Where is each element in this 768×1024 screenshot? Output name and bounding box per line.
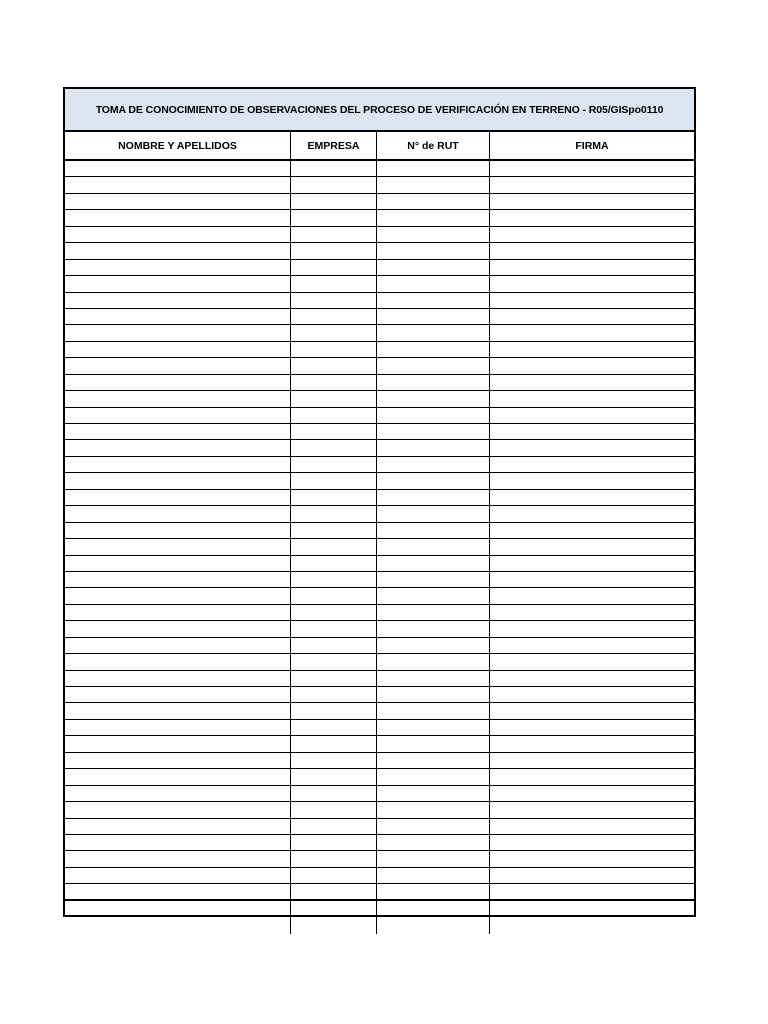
cell-nombre[interactable] xyxy=(65,391,291,406)
table-row xyxy=(65,490,694,506)
cell-empresa[interactable] xyxy=(291,819,377,834)
cell-rut[interactable] xyxy=(377,358,490,373)
cell-nombre[interactable] xyxy=(65,572,291,587)
cell-rut[interactable] xyxy=(377,720,490,735)
cell-firma[interactable] xyxy=(490,227,694,242)
table-row xyxy=(65,769,694,785)
cell-nombre[interactable] xyxy=(65,868,291,883)
cell-nombre[interactable] xyxy=(65,605,291,620)
cell-rut[interactable] xyxy=(377,588,490,603)
table-row xyxy=(65,819,694,835)
cell-rut[interactable] xyxy=(377,605,490,620)
cell-rut[interactable] xyxy=(377,293,490,308)
cell-rut[interactable] xyxy=(377,375,490,390)
cell-rut[interactable] xyxy=(377,440,490,455)
cell-firma[interactable] xyxy=(490,161,694,176)
cell-empresa[interactable] xyxy=(291,671,377,686)
cell-rut[interactable] xyxy=(377,917,490,933)
cell-rut[interactable] xyxy=(377,457,490,472)
cell-firma[interactable] xyxy=(490,243,694,258)
table-row xyxy=(65,506,694,522)
cell-empresa[interactable] xyxy=(291,572,377,587)
table-row xyxy=(65,556,694,572)
column-header-firma: FIRMA xyxy=(575,139,609,152)
cell-empresa[interactable] xyxy=(291,851,377,866)
cell-nombre[interactable] xyxy=(65,753,291,768)
cell-nombre[interactable] xyxy=(65,539,291,554)
cell-nombre[interactable] xyxy=(65,342,291,357)
table-row xyxy=(65,260,694,276)
table-row xyxy=(65,293,694,309)
cell-nombre[interactable] xyxy=(65,769,291,784)
cell-nombre[interactable] xyxy=(65,523,291,538)
cell-empresa[interactable] xyxy=(291,194,377,209)
cell-empresa[interactable] xyxy=(291,917,377,933)
cell-firma[interactable] xyxy=(490,539,694,554)
cell-rut[interactable] xyxy=(377,276,490,291)
cell-rut[interactable] xyxy=(377,671,490,686)
cell-rut[interactable] xyxy=(377,473,490,488)
cell-firma[interactable] xyxy=(490,276,694,291)
cell-nombre[interactable] xyxy=(65,457,291,472)
cell-rut[interactable] xyxy=(377,309,490,324)
cell-nombre[interactable] xyxy=(65,293,291,308)
cell-firma[interactable] xyxy=(490,194,694,209)
cell-nombre[interactable] xyxy=(65,556,291,571)
cell-rut[interactable] xyxy=(377,342,490,357)
cell-empresa[interactable] xyxy=(291,375,377,390)
table-row xyxy=(65,375,694,391)
table-row xyxy=(65,523,694,539)
cell-nombre[interactable] xyxy=(65,835,291,850)
cell-nombre[interactable] xyxy=(65,736,291,751)
cell-nombre[interactable] xyxy=(65,473,291,488)
table-row xyxy=(65,227,694,243)
cell-firma[interactable] xyxy=(490,605,694,620)
cell-rut[interactable] xyxy=(377,506,490,521)
cell-nombre[interactable] xyxy=(65,210,291,225)
cell-empresa[interactable] xyxy=(291,408,377,423)
table-row xyxy=(65,621,694,637)
table-row xyxy=(65,539,694,555)
cell-rut[interactable] xyxy=(377,703,490,718)
cell-firma[interactable] xyxy=(490,654,694,669)
cell-rut[interactable] xyxy=(377,753,490,768)
table-row xyxy=(65,753,694,769)
cell-empresa[interactable] xyxy=(291,539,377,554)
cell-rut[interactable] xyxy=(377,210,490,225)
cell-empresa[interactable] xyxy=(291,440,377,455)
table-row xyxy=(65,424,694,440)
cell-firma[interactable] xyxy=(490,802,694,817)
table-row xyxy=(65,325,694,341)
cell-nombre[interactable] xyxy=(65,506,291,521)
table-row xyxy=(65,851,694,867)
cell-empresa[interactable] xyxy=(291,210,377,225)
cell-empresa[interactable] xyxy=(291,835,377,850)
table-row xyxy=(65,177,694,193)
cell-rut[interactable] xyxy=(377,539,490,554)
cell-nombre[interactable] xyxy=(65,194,291,209)
cell-firma[interactable] xyxy=(490,325,694,340)
cell-nombre[interactable] xyxy=(65,687,291,702)
cell-firma[interactable] xyxy=(490,572,694,587)
cell-nombre[interactable] xyxy=(65,161,291,176)
cell-empresa[interactable] xyxy=(291,654,377,669)
table-row xyxy=(65,161,694,177)
cell-rut[interactable] xyxy=(377,868,490,883)
table-row xyxy=(65,588,694,604)
cell-nombre[interactable] xyxy=(65,654,291,669)
table-row xyxy=(65,391,694,407)
cell-empresa[interactable] xyxy=(291,901,377,916)
table-row xyxy=(65,868,694,884)
cell-empresa[interactable] xyxy=(291,473,377,488)
cell-firma[interactable] xyxy=(490,901,694,916)
cell-firma[interactable] xyxy=(490,769,694,784)
cell-rut[interactable] xyxy=(377,769,490,784)
table-row xyxy=(65,408,694,424)
cell-rut[interactable] xyxy=(377,177,490,192)
column-header-rut: N° de RUT xyxy=(377,132,490,159)
cell-nombre[interactable] xyxy=(65,309,291,324)
form-title: TOMA DE CONOCIMIENTO DE OBSERVACIONES DEL PROCESO DE VERIFICACIÓN EN TERRENO - R05/GISpo0110 xyxy=(65,89,694,132)
cell-rut[interactable] xyxy=(377,572,490,587)
column-header-empresa: EMPRESA xyxy=(291,132,377,159)
cell-rut[interactable] xyxy=(377,424,490,439)
table-row xyxy=(65,802,694,818)
cell-nombre[interactable] xyxy=(65,260,291,275)
table-row xyxy=(65,687,694,703)
cell-nombre[interactable] xyxy=(65,358,291,373)
cell-firma[interactable] xyxy=(490,835,694,850)
cell-firma[interactable] xyxy=(490,391,694,406)
cell-empresa[interactable] xyxy=(291,769,377,784)
table-row xyxy=(65,884,694,900)
cell-rut[interactable] xyxy=(377,523,490,538)
cell-empresa[interactable] xyxy=(291,342,377,357)
cell-empresa[interactable] xyxy=(291,786,377,801)
cell-empresa[interactable] xyxy=(291,293,377,308)
cell-nombre[interactable] xyxy=(65,786,291,801)
cell-empresa[interactable] xyxy=(291,720,377,735)
table-row xyxy=(65,358,694,374)
cell-firma[interactable] xyxy=(490,375,694,390)
table-row xyxy=(65,901,694,917)
cell-nombre[interactable] xyxy=(65,851,291,866)
table-row xyxy=(65,654,694,670)
cell-firma[interactable] xyxy=(490,490,694,505)
cell-rut[interactable] xyxy=(377,194,490,209)
table-row xyxy=(65,210,694,226)
cell-firma[interactable] xyxy=(490,621,694,636)
cell-nombre[interactable] xyxy=(65,671,291,686)
table-row xyxy=(65,457,694,473)
cell-nombre[interactable] xyxy=(65,243,291,258)
cell-empresa[interactable] xyxy=(291,523,377,538)
table-row xyxy=(65,605,694,621)
cell-empresa[interactable] xyxy=(291,556,377,571)
cell-firma[interactable] xyxy=(490,687,694,702)
cell-empresa[interactable] xyxy=(291,243,377,258)
cell-rut[interactable] xyxy=(377,161,490,176)
cell-empresa[interactable] xyxy=(291,457,377,472)
cell-empresa[interactable] xyxy=(291,588,377,603)
cell-rut[interactable] xyxy=(377,901,490,916)
cell-firma[interactable] xyxy=(490,506,694,521)
cell-rut[interactable] xyxy=(377,391,490,406)
cell-rut[interactable] xyxy=(377,408,490,423)
cell-nombre[interactable] xyxy=(65,325,291,340)
cell-empresa[interactable] xyxy=(291,753,377,768)
table-row xyxy=(65,572,694,588)
cell-rut[interactable] xyxy=(377,835,490,850)
cell-empresa[interactable] xyxy=(291,506,377,521)
table-row xyxy=(65,835,694,851)
cell-empresa[interactable] xyxy=(291,736,377,751)
cell-rut[interactable] xyxy=(377,654,490,669)
cell-nombre[interactable] xyxy=(65,819,291,834)
cell-firma[interactable] xyxy=(490,424,694,439)
cell-firma[interactable] xyxy=(490,440,694,455)
cell-empresa[interactable] xyxy=(291,621,377,636)
cell-empresa[interactable] xyxy=(291,424,377,439)
table-row xyxy=(65,194,694,210)
cell-empresa[interactable] xyxy=(291,260,377,275)
cell-empresa[interactable] xyxy=(291,605,377,620)
cell-empresa[interactable] xyxy=(291,687,377,702)
cell-firma[interactable] xyxy=(490,457,694,472)
table-row xyxy=(65,786,694,802)
cell-empresa[interactable] xyxy=(291,638,377,653)
cell-firma[interactable] xyxy=(490,671,694,686)
cell-rut[interactable] xyxy=(377,243,490,258)
cell-empresa[interactable] xyxy=(291,161,377,176)
cell-firma[interactable] xyxy=(490,408,694,423)
cell-firma[interactable] xyxy=(490,884,694,898)
cell-firma[interactable] xyxy=(490,720,694,735)
cell-firma[interactable] xyxy=(490,819,694,834)
cell-firma[interactable] xyxy=(490,556,694,571)
cell-nombre[interactable] xyxy=(65,621,291,636)
cell-empresa[interactable] xyxy=(291,868,377,883)
cell-nombre[interactable] xyxy=(65,276,291,291)
cell-nombre[interactable] xyxy=(65,177,291,192)
table-body xyxy=(65,161,694,915)
cell-rut[interactable] xyxy=(377,851,490,866)
table-row xyxy=(65,917,694,933)
table-row xyxy=(65,736,694,752)
cell-firma[interactable] xyxy=(490,588,694,603)
cell-empresa[interactable] xyxy=(291,490,377,505)
table-row xyxy=(65,309,694,325)
cell-firma[interactable] xyxy=(490,851,694,866)
cell-rut[interactable] xyxy=(377,556,490,571)
cell-nombre[interactable] xyxy=(65,917,291,933)
table-header xyxy=(65,132,694,161)
cell-empresa[interactable] xyxy=(291,309,377,324)
cell-rut[interactable] xyxy=(377,687,490,702)
cell-firma[interactable] xyxy=(490,260,694,275)
cell-nombre[interactable] xyxy=(65,588,291,603)
cell-firma[interactable] xyxy=(490,868,694,883)
table-row xyxy=(65,720,694,736)
cell-nombre[interactable] xyxy=(65,408,291,423)
table-row xyxy=(65,342,694,358)
cell-empresa[interactable] xyxy=(291,358,377,373)
cell-empresa[interactable] xyxy=(291,325,377,340)
cell-rut[interactable] xyxy=(377,260,490,275)
table-row xyxy=(65,671,694,687)
cell-firma[interactable] xyxy=(490,523,694,538)
table-row xyxy=(65,473,694,489)
cell-firma[interactable] xyxy=(490,309,694,324)
table-row xyxy=(65,276,694,292)
cell-empresa[interactable] xyxy=(291,177,377,192)
table-row xyxy=(65,703,694,719)
cell-rut[interactable] xyxy=(377,884,490,898)
cell-empresa[interactable] xyxy=(291,884,377,898)
cell-nombre[interactable] xyxy=(65,227,291,242)
cell-nombre[interactable] xyxy=(65,720,291,735)
cell-firma[interactable] xyxy=(490,753,694,768)
cell-nombre[interactable] xyxy=(65,424,291,439)
cell-rut[interactable] xyxy=(377,819,490,834)
cell-firma[interactable] xyxy=(490,293,694,308)
table-row xyxy=(65,243,694,259)
cell-rut[interactable] xyxy=(377,802,490,817)
cell-rut[interactable] xyxy=(377,621,490,636)
cell-firma[interactable] xyxy=(490,473,694,488)
cell-firma[interactable] xyxy=(490,917,694,933)
cell-empresa[interactable] xyxy=(291,276,377,291)
cell-rut[interactable] xyxy=(377,325,490,340)
cell-empresa[interactable] xyxy=(291,703,377,718)
cell-firma[interactable] xyxy=(490,177,694,192)
cell-rut[interactable] xyxy=(377,227,490,242)
cell-nombre[interactable] xyxy=(65,703,291,718)
cell-nombre[interactable] xyxy=(65,802,291,817)
cell-empresa[interactable] xyxy=(291,802,377,817)
cell-nombre[interactable] xyxy=(65,440,291,455)
table-row xyxy=(65,440,694,456)
cell-nombre[interactable] xyxy=(65,901,291,916)
cell-firma[interactable] xyxy=(490,736,694,751)
cell-rut[interactable] xyxy=(377,638,490,653)
cell-nombre[interactable] xyxy=(65,490,291,505)
cell-nombre[interactable] xyxy=(65,638,291,653)
cell-rut[interactable] xyxy=(377,786,490,801)
cell-rut[interactable] xyxy=(377,736,490,751)
cell-rut[interactable] xyxy=(377,490,490,505)
cell-firma[interactable] xyxy=(490,210,694,225)
column-header-nombre: NOMBRE Y APELLIDOS xyxy=(65,132,291,159)
cell-nombre[interactable] xyxy=(65,884,291,898)
cell-firma[interactable] xyxy=(490,358,694,373)
cell-firma[interactable] xyxy=(490,786,694,801)
table-row xyxy=(65,638,694,654)
cell-firma[interactable] xyxy=(490,342,694,357)
form-sheet xyxy=(63,87,696,917)
cell-nombre[interactable] xyxy=(65,375,291,390)
cell-empresa[interactable] xyxy=(291,227,377,242)
cell-empresa[interactable] xyxy=(291,391,377,406)
cell-firma[interactable] xyxy=(490,703,694,718)
cell-firma[interactable] xyxy=(490,638,694,653)
